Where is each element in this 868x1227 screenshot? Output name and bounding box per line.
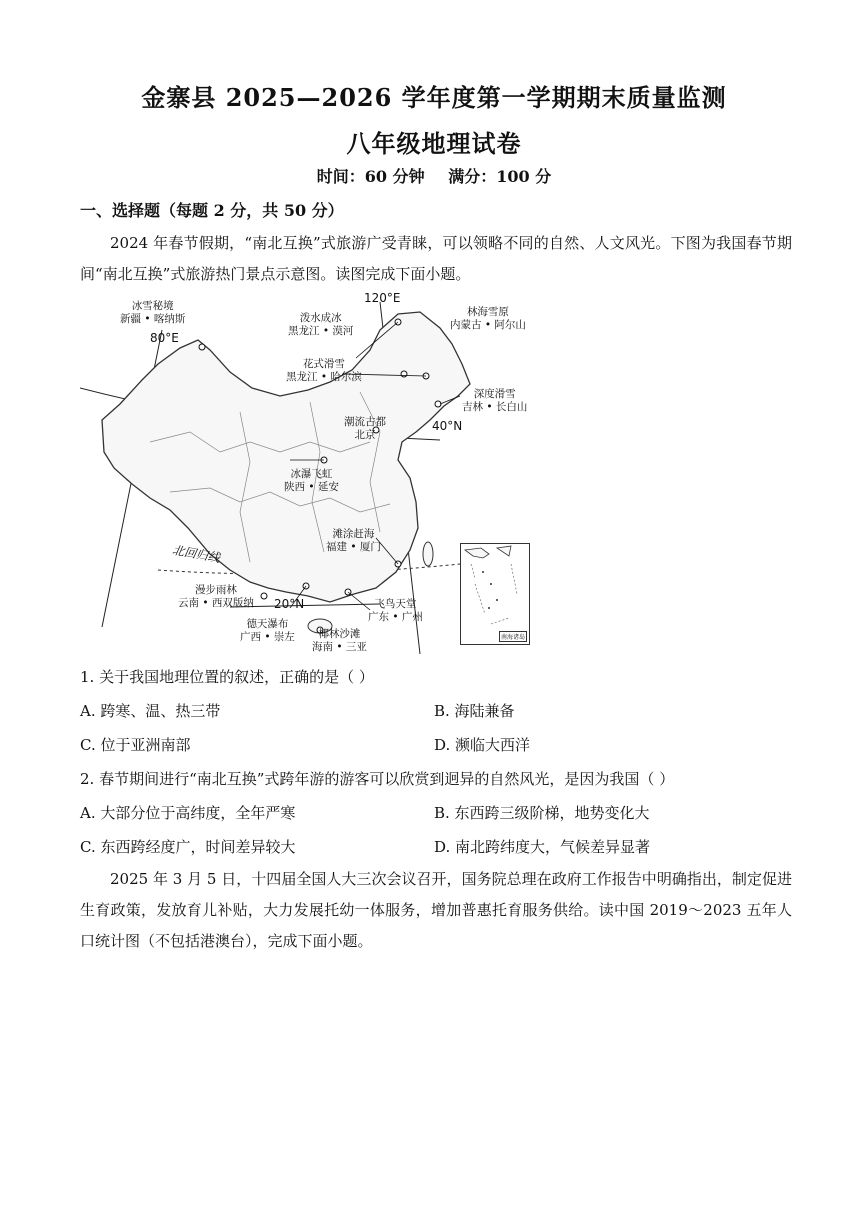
- label-changbai-loc: 吉林 • 长白山: [462, 401, 528, 413]
- label-xiamen: [326, 528, 381, 554]
- exam-score: 满分：100 分: [448, 167, 552, 186]
- label-mohe-loc: 黑龙江 • 漠河: [288, 325, 354, 337]
- label-xishuangbanna-title: 漫步雨林: [194, 584, 237, 596]
- south-china-sea-inset: [460, 543, 530, 645]
- leader-guangzhou: [348, 592, 370, 610]
- label-changbai-title: 深度滑雪: [473, 388, 516, 400]
- label-harbin-title: 花式滑雪: [302, 358, 345, 370]
- label-mohe: [288, 312, 353, 338]
- q1-option-d[interactable]: D. 濒临大西洋: [434, 736, 531, 754]
- label-yanan-title: 冰瀑飞虹: [290, 468, 333, 480]
- passage-1: 2024 年春节假期，“南北互换”式旅游广受青睐，可以领略不同的自然、人文风光。下图为我国春节期间“南北互换”式旅游热门景点示意图。读图完成下面小题。: [80, 234, 792, 283]
- label-sanya-loc: 海南 • 三亚: [312, 641, 367, 653]
- label-chongzuo-loc: 广西 • 崇左: [240, 631, 295, 643]
- label-changbai: [462, 388, 527, 414]
- inset-caption: 南海诸岛: [499, 631, 527, 642]
- label-xiamen-loc: 福建 • 厦门: [326, 541, 381, 553]
- label-chongzuo-title: 德天瀑布: [246, 618, 289, 630]
- taiwan-island: [423, 542, 433, 566]
- site-arxan: [401, 371, 407, 377]
- q1-stem: 1. 关于我国地理位置的叙述，正确的是（ ）: [80, 668, 374, 686]
- label-sanya-title: 椰林沙滩: [318, 628, 361, 640]
- label-yanan: [284, 468, 339, 494]
- label-mohe-title: 泼水成冰: [299, 312, 342, 324]
- label-120e: 120°E: [364, 291, 401, 305]
- label-80e: 80°E: [150, 331, 179, 345]
- label-guangzhou: [368, 598, 423, 624]
- exam-title: 金寨县 2025—2026 学年度第一学期期末质量监测: [141, 83, 727, 112]
- label-arxan: [450, 306, 526, 332]
- q2-stem: 2. 春节期间进行“南北互换”式跨年游的游客可以欣赏到迥异的自然风光，是因为我国（ ）: [80, 770, 675, 788]
- label-20n: 20°N: [274, 597, 305, 611]
- label-yanan-loc: 陕西 • 延安: [284, 481, 339, 493]
- label-guangzhou-loc: 广东 • 广州: [368, 611, 423, 623]
- label-chongzuo: [240, 618, 295, 644]
- q2-option-b[interactable]: B. 东西跨三级阶梯，地势变化大: [434, 804, 650, 822]
- label-guangzhou-title: 飞鸟天堂: [374, 598, 417, 610]
- exam-info: [0, 164, 868, 187]
- site-xishuangbanna: [261, 593, 267, 599]
- label-kanas-loc: 新疆 • 喀纳斯: [120, 313, 186, 325]
- label-xishuangbanna: [178, 584, 254, 610]
- exam-subtitle: 八年级地理试卷: [346, 129, 522, 158]
- label-xishuangbanna-loc: 云南 • 西双版纳: [178, 597, 254, 609]
- label-40n: 40°N: [432, 419, 463, 433]
- site-kanas: [199, 344, 205, 350]
- label-xiamen-title: 滩涂赶海: [332, 528, 375, 540]
- label-beijing-loc: 北京: [354, 429, 376, 441]
- label-beijing: [344, 416, 386, 442]
- label-harbin-loc: 黑龙江 • 哈尔滨: [286, 371, 362, 383]
- q2-option-d[interactable]: D. 南北跨纬度大，气候差异显著: [434, 838, 651, 856]
- label-sanya: [312, 628, 367, 654]
- label-tropic: 北回归线: [171, 542, 221, 566]
- label-beijing-title: 潮流古都: [344, 416, 386, 428]
- label-kanas-title: 冰雪秘境: [131, 300, 174, 312]
- q1-option-b[interactable]: B. 海陆兼备: [434, 702, 515, 720]
- q1-option-a[interactable]: A. 跨寒、温、热三带: [80, 702, 221, 720]
- passage-2: 2025 年 3 月 5 日，十四届全国人大三次会议召开，国务院总理在政府工作报告中明确指出，制定促进生育政策，发放育儿补贴，大力发展托幼一体服务，增加普惠托育服务供给。读中国 2019～2023 五年人口统计图（不包括港澳台），完成下面小题。: [80, 870, 792, 950]
- section-heading: 一、选择题（每题 2 分，共 50 分）: [80, 201, 344, 220]
- label-harbin: [286, 358, 362, 384]
- label-kanas: [120, 300, 185, 326]
- label-arxan-loc: 内蒙古 • 阿尔山: [450, 319, 526, 331]
- inset-drawing: [461, 544, 529, 644]
- label-arxan-title: 林海雪原: [466, 306, 509, 318]
- q1-option-c[interactable]: C. 位于亚洲南部: [80, 736, 191, 754]
- exam-time: 时间：60 分钟: [316, 167, 425, 186]
- q2-option-c[interactable]: C. 东西跨经度广，时间差异较大: [80, 838, 296, 856]
- q2-option-a[interactable]: A. 大部分位于高纬度，全年严寒: [80, 804, 296, 822]
